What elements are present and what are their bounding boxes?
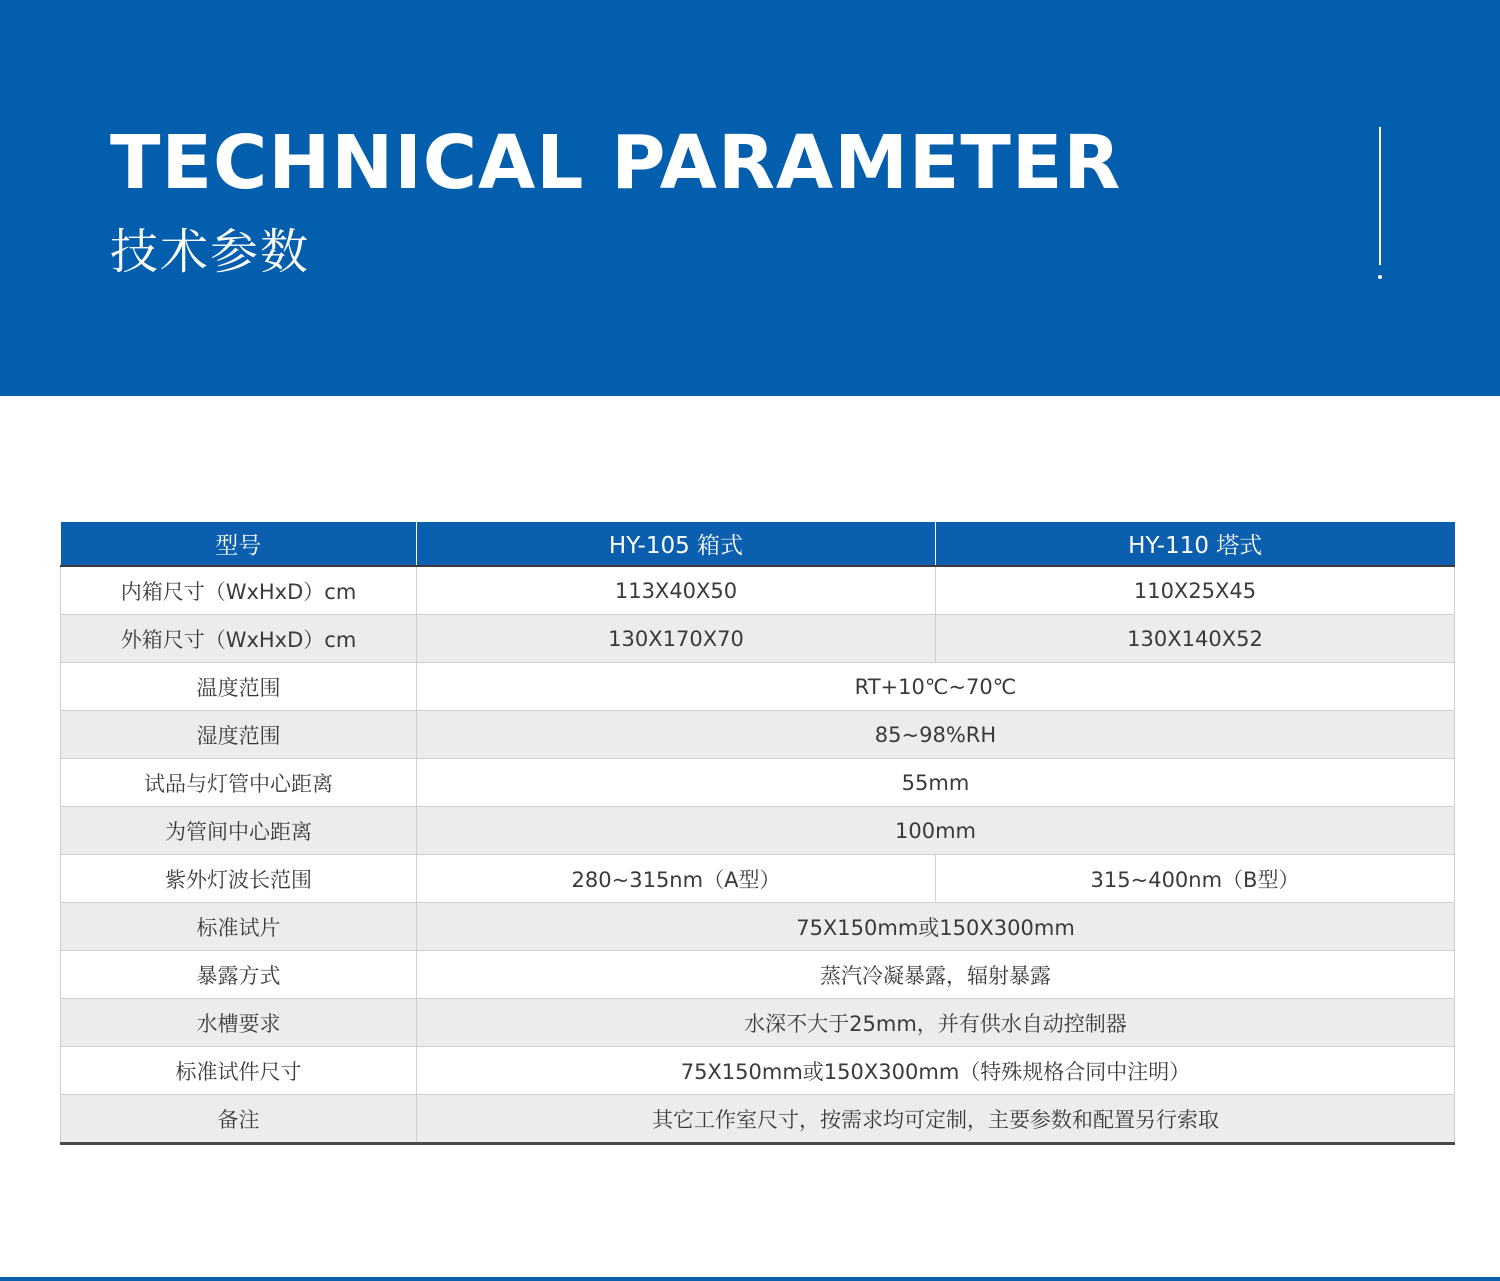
row-label: 标准试件尺寸	[61, 1047, 417, 1095]
row-label: 内箱尺寸（WxHxD）cm	[61, 566, 417, 615]
row-value-hy105: 280~315nm（A型）	[417, 855, 936, 903]
row-value-shared: 蒸汽冷凝暴露，辐射暴露	[417, 951, 1455, 999]
table-body	[61, 566, 1455, 1144]
bottom-divider	[0, 1277, 1500, 1281]
table-row	[61, 807, 1455, 855]
row-label: 湿度范围	[61, 711, 417, 759]
decorative-vertical-line	[1379, 127, 1381, 265]
header-hy105: HY-105 箱式	[417, 522, 936, 566]
table-row	[61, 855, 1455, 903]
table-row	[61, 759, 1455, 807]
header-model: 型号	[61, 522, 417, 566]
table-row	[61, 615, 1455, 663]
row-value-shared: 55mm	[417, 759, 1455, 807]
table-row	[61, 1095, 1455, 1144]
table-row	[61, 903, 1455, 951]
row-value-hy110: 315~400nm（B型）	[936, 855, 1455, 903]
table-row	[61, 1047, 1455, 1095]
row-label: 温度范围	[61, 663, 417, 711]
header-banner	[0, 0, 1500, 396]
row-label: 紫外灯波长范围	[61, 855, 417, 903]
page-subtitle: 技术参数	[110, 224, 311, 280]
row-label: 备注	[61, 1095, 417, 1144]
table-row	[61, 566, 1455, 615]
row-value-shared: RT+10℃~70℃	[417, 663, 1455, 711]
row-label: 暴露方式	[61, 951, 417, 999]
row-label: 试品与灯管中心距离	[61, 759, 417, 807]
row-value-shared: 其它工作室尺寸，按需求均可定制，主要参数和配置另行索取	[417, 1095, 1455, 1144]
parameter-table-container	[60, 522, 1454, 1145]
parameter-table	[60, 522, 1455, 1145]
row-value-hy110: 110X25X45	[936, 566, 1455, 615]
row-label: 标准试片	[61, 903, 417, 951]
row-value-shared: 75X150mm或150X300mm	[417, 903, 1455, 951]
row-value-shared: 水深不大于25mm，并有供水自动控制器	[417, 999, 1455, 1047]
table-row	[61, 999, 1455, 1047]
table-row	[61, 663, 1455, 711]
page-title: TECHNICAL PARAMETER	[110, 120, 1122, 206]
row-value-hy105: 130X170X70	[417, 615, 936, 663]
row-value-shared: 75X150mm或150X300mm（特殊规格合同中注明）	[417, 1047, 1455, 1095]
decorative-dot	[1378, 275, 1382, 279]
table-row	[61, 951, 1455, 999]
row-label: 为管间中心距离	[61, 807, 417, 855]
header-hy110: HY-110 塔式	[936, 522, 1455, 566]
row-value-shared: 85~98%RH	[417, 711, 1455, 759]
table-header-row	[61, 522, 1455, 566]
row-value-hy110: 130X140X52	[936, 615, 1455, 663]
row-label: 外箱尺寸（WxHxD）cm	[61, 615, 417, 663]
row-value-shared: 100mm	[417, 807, 1455, 855]
row-label: 水槽要求	[61, 999, 417, 1047]
table-row	[61, 711, 1455, 759]
row-value-hy105: 113X40X50	[417, 566, 936, 615]
